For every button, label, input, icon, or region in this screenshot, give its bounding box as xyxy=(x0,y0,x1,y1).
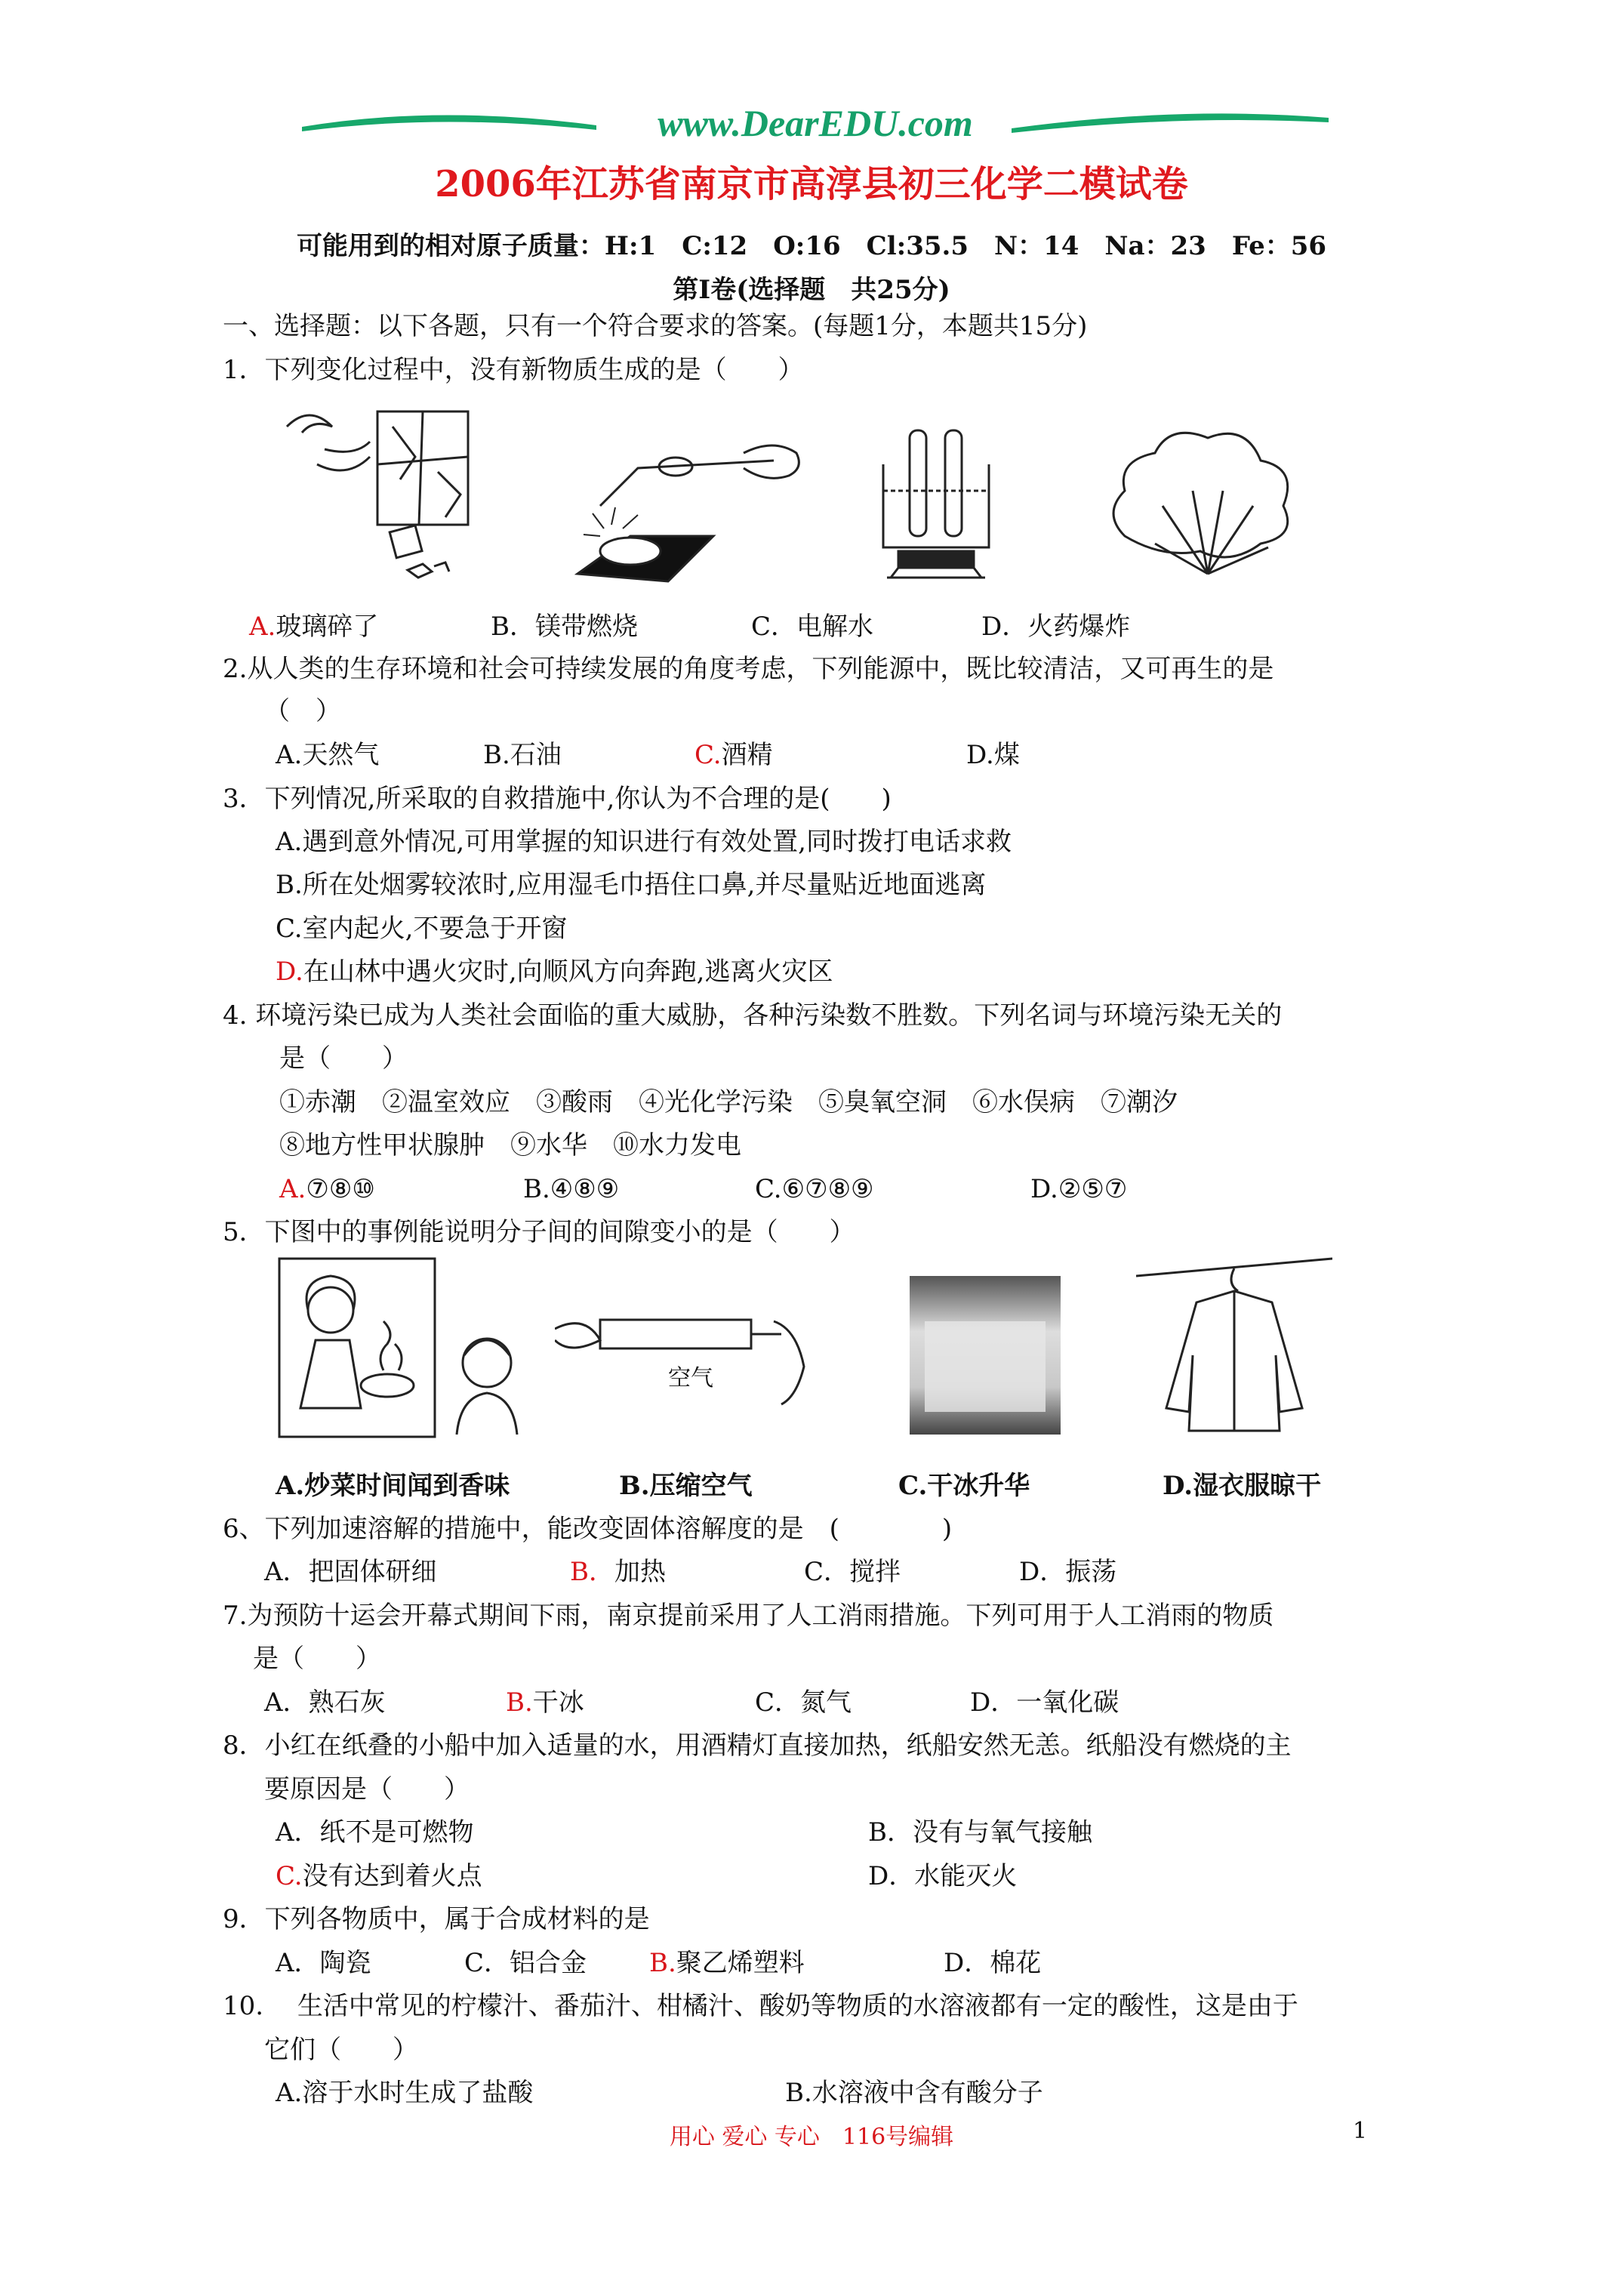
q4-option-c: C.⑥⑦⑧⑨ xyxy=(755,1174,874,1204)
q5-wet-clothes-image xyxy=(1136,1257,1332,1438)
q2-option-b: B.石油 xyxy=(483,740,562,770)
q7-option-b: B.干冰 xyxy=(506,1687,584,1718)
atomic-masses: 可能用到的相对原子质量：H:1 C:12 O:16 Cl:35.5 N：14 Na：23 Fe：56 xyxy=(296,231,1327,261)
q7-stem: 7.为预防十运会开幕式期间下雨，南京提前采用了人工消雨措施。下列可用于人工消雨的物质 xyxy=(223,1601,1274,1631)
q1-stem: 1．下列变化过程中，没有新物质生成的是（ ） xyxy=(223,355,804,385)
q4-option-a: A.⑦⑧⑩ xyxy=(279,1174,375,1204)
q6-option-c: C．搅拌 xyxy=(804,1557,901,1587)
q10-stem-cont: 它们（ ） xyxy=(264,2035,418,2065)
q5-option-a: A.炒菜时间闻到香味 xyxy=(276,1471,510,1501)
q8-option-d: D．水能灭火 xyxy=(868,1861,1018,1891)
site-url: www.DearEDU.com xyxy=(658,102,973,144)
q3-option-a: A.遇到意外情况,可用掌握的知识进行有效处置,同时拨打电话求救 xyxy=(276,827,1012,857)
q5-option-c: C.干冰升华 xyxy=(898,1471,1030,1501)
q3-option-b: B.所在处烟雾较浓时,应用湿毛巾捂住口鼻,并尽量贴近地面逃离 xyxy=(276,870,987,900)
q1-option-b: B．镁带燃烧 xyxy=(491,612,638,642)
q1-gunpowder-explosion-image xyxy=(1095,408,1321,589)
q3-stem: 3．下列情况,所采取的自救措施中,你认为不合理的是( ) xyxy=(223,784,892,814)
page-number: 1 xyxy=(1353,2118,1368,2144)
q1-magnesium-burning-image xyxy=(562,423,804,589)
q9-option-d: D．棉花 xyxy=(944,1948,1042,1978)
q8-option-a: A．纸不是可燃物 xyxy=(276,1817,474,1848)
q10-option-b: B.水溶液中含有酸分子 xyxy=(785,2078,1043,2108)
q10-stem: 10. 生活中常见的柠檬汁、番茄汁、柑橘汁、酸奶等物质的水溶液都有一定的酸性，这是由于 xyxy=(223,1991,1298,2021)
site-logo-banner xyxy=(302,97,1329,159)
q1-option-c: C．电解水 xyxy=(751,612,874,642)
q9-option-b: B.聚乙烯塑料 xyxy=(649,1948,805,1978)
q4-option-b: B.④⑧⑨ xyxy=(523,1174,620,1204)
page-title: 2006年江苏省南京市高淳县初三化学二模试卷 xyxy=(435,163,1188,205)
q3-option-d: D.在山林中遇火灾时,向顺风方向奔跑,逃离火灾区 xyxy=(276,957,833,987)
q3-option-c: C.室内起火,不要急于开窗 xyxy=(276,914,568,944)
q5-cooking-smell-image xyxy=(278,1257,436,1438)
q4-option-d: D.②⑤⑦ xyxy=(1030,1174,1128,1204)
q8-option-c: C.没有达到着火点 xyxy=(276,1861,482,1891)
q9-stem: 9．下列各物质中，属于合成材料的是 xyxy=(223,1904,650,1934)
q4-items-line2: ⑧地方性甲状腺肿 ⑨水华 ⑩水力发电 xyxy=(279,1130,741,1160)
q7-stem-cont: 是（ ） xyxy=(253,1644,381,1674)
q5-air-label: 空气 xyxy=(668,1365,713,1391)
q7-option-c: C．氮气 xyxy=(755,1687,852,1718)
q8-stem: 8．小红在纸叠的小船中加入适量的水，用酒精灯直接加热，纸船安然无恙。纸船没有燃烧的主 xyxy=(223,1730,1292,1761)
q1-option-d: D．火药爆炸 xyxy=(981,612,1131,642)
q5-syringe-image xyxy=(555,1299,812,1412)
q8-option-b: B．没有与氧气接触 xyxy=(868,1817,1092,1848)
q4-stem-cont: 是（ ） xyxy=(279,1043,408,1074)
q5-child-image xyxy=(445,1329,528,1438)
q9-option-a: A．陶瓷 xyxy=(276,1948,371,1978)
q4-stem: 4. 环境污染已成为人类社会面临的重大威胁，各种污染数不胜数。下列名词与环境污染无关的 xyxy=(223,1000,1283,1031)
page-footer: 用心 爱心 专心 116号编辑 xyxy=(669,2124,954,2150)
q8-stem-cont: 要原因是（ ） xyxy=(264,1774,470,1804)
q2-stem-cont: （ ） xyxy=(264,696,341,726)
q6-option-d: D．振荡 xyxy=(1019,1557,1117,1587)
volume-heading: 第Ⅰ卷(选择题 共25分) xyxy=(673,275,950,305)
q7-option-d: D．一氧化碳 xyxy=(970,1687,1119,1718)
q6-option-a: A．把固体研细 xyxy=(264,1557,437,1587)
q6-stem: 6、下列加速溶解的措施中，能改变固体溶解度的是 ( ) xyxy=(223,1514,953,1544)
q7-option-a: A．熟石灰 xyxy=(264,1687,386,1718)
q10-option-a: A.溶于水时生成了盐酸 xyxy=(276,2078,534,2108)
section-heading: 一、选择题：以下各题，只有一个符合要求的答案。(每题1分，本题共15分) xyxy=(223,311,1088,341)
q2-stem: 2.从人类的生存环境和社会可持续发展的角度考虑，下列能源中，既比较清洁，又可再生的是 xyxy=(223,654,1274,684)
q2-option-c: C.酒精 xyxy=(694,740,773,770)
q6-option-b: B．加热 xyxy=(570,1557,666,1587)
q9-option-c: C．铝合金 xyxy=(464,1948,587,1978)
q5-stem: 5．下图中的事例能说明分子间的间隙变小的是（ ） xyxy=(223,1217,855,1247)
q1-water-electrolysis-image xyxy=(876,427,996,589)
q5-option-d: D.湿衣服晾干 xyxy=(1163,1471,1322,1501)
q5-dry-ice-image xyxy=(910,1276,1061,1435)
q2-option-d: D.煤 xyxy=(966,740,1020,770)
q5-option-b: B.压缩空气 xyxy=(619,1471,753,1501)
q1-glass-breaking-image xyxy=(272,404,491,593)
q1-option-a: A.玻璃碎了 xyxy=(249,612,379,642)
q4-items-line1: ①赤潮 ②温室效应 ③酸雨 ④光化学污染 ⑤臭氧空洞 ⑥水俣病 ⑦潮汐 xyxy=(279,1087,1178,1117)
q2-option-a: A.天然气 xyxy=(276,740,380,770)
